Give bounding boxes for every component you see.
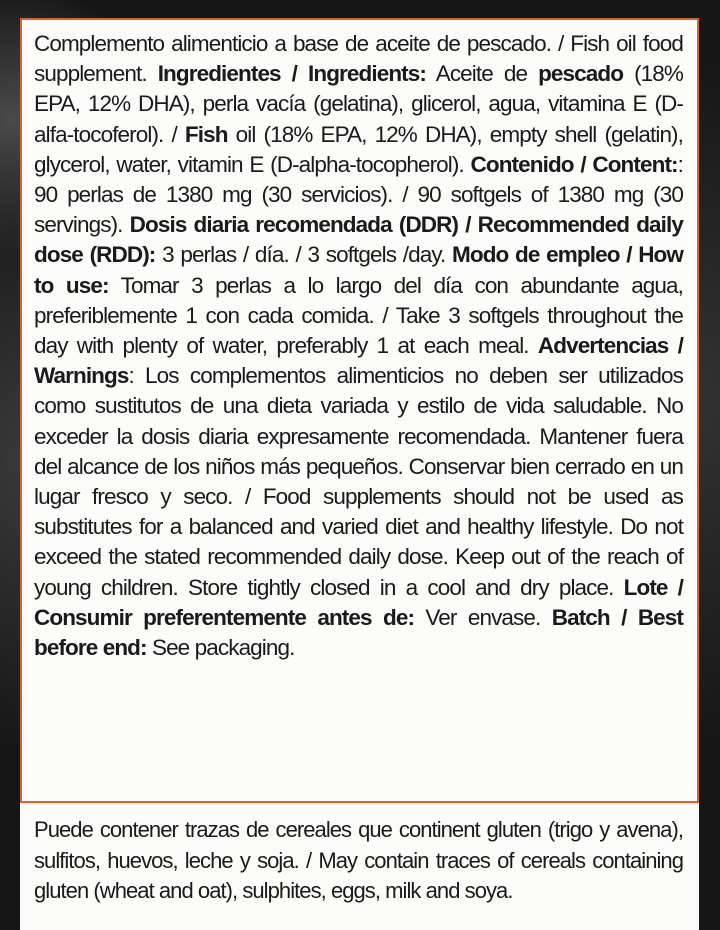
batch-en-text: See packaging. bbox=[146, 635, 295, 661]
usage-heading: Modo de empleo / How to use: bbox=[34, 242, 683, 298]
ingredients-es-text: Aceite de bbox=[425, 61, 539, 87]
ingredients-heading: Ingredientes / Ingredients: bbox=[157, 61, 426, 87]
content-text: : 90 perlas de 1380 mg (30 servicios). / 90 softgels of 1380 mg (30 servings). bbox=[34, 151, 683, 238]
dose-heading: Dosis diaria recomendada (DDR) / Recommended daily dose (RDD): bbox=[34, 212, 683, 268]
label-info-text bbox=[34, 29, 683, 663]
warnings-text: : Los complementos alimenticios no deben ser utilizados como sustitutos de una dieta variada y estilo de vida saludable. No exceder la dosis diaria expresamente recomendada. Mantener fuera del alcance de los niños más pequeños. Conservar bien cerrado en un lugar fresco y seco. / Food supplements should not be used as substitutes for a balanced and varied diet and healthy lifestyle. Do not exceed the stated recommended daily dose. Keep out of the reach of young children. Store tightly closed in a cool and dry place. bbox=[34, 363, 683, 600]
allergen-text: Puede contener trazas de cereales que continent gluten (trigo y avena), sulfitos, huevos, leche y soja. / May contain traces of cereals containing gluten (wheat and oat), sulphites, eggs, milk and soya. bbox=[34, 817, 683, 903]
dose-text: 3 perlas / día. / 3 softgels /day. bbox=[155, 242, 453, 268]
usage-text: Tomar 3 perlas a lo largo del día con abundante agua, preferiblemente 1 con cada comida. / Take 3 softgels throughout the day with plenty of water, preferably 1 at each meal. bbox=[34, 272, 684, 359]
content-heading: Contenido / Content: bbox=[470, 151, 678, 177]
ingredients-en-text: oil (18% EPA, 12% DHA), empty shell (gelatin), glycerol, water, vitamin E (D-alpha-tocopherol). bbox=[34, 121, 684, 177]
ingredients-en-bold: Fish bbox=[184, 121, 228, 147]
batch-es-heading: Lote / Consumir preferentemente antes de: bbox=[34, 574, 684, 630]
batch-es-text: Ver envase. bbox=[414, 604, 552, 630]
ingredients-es-text-2: (18% EPA, 12% DHA), perla vacía (gelatina), glicerol, agua, vitamina E (D-alfa-tocoferol). / bbox=[34, 61, 683, 147]
batch-en-heading: Batch / Best before end: bbox=[34, 604, 683, 661]
intro-text: Complemento alimenticio a base de aceite de pescado. / Fish oil food supplement. bbox=[34, 31, 683, 87]
warnings-heading: Advertencias / Warnings bbox=[34, 333, 683, 389]
ingredients-es-bold: pescado bbox=[538, 61, 624, 87]
